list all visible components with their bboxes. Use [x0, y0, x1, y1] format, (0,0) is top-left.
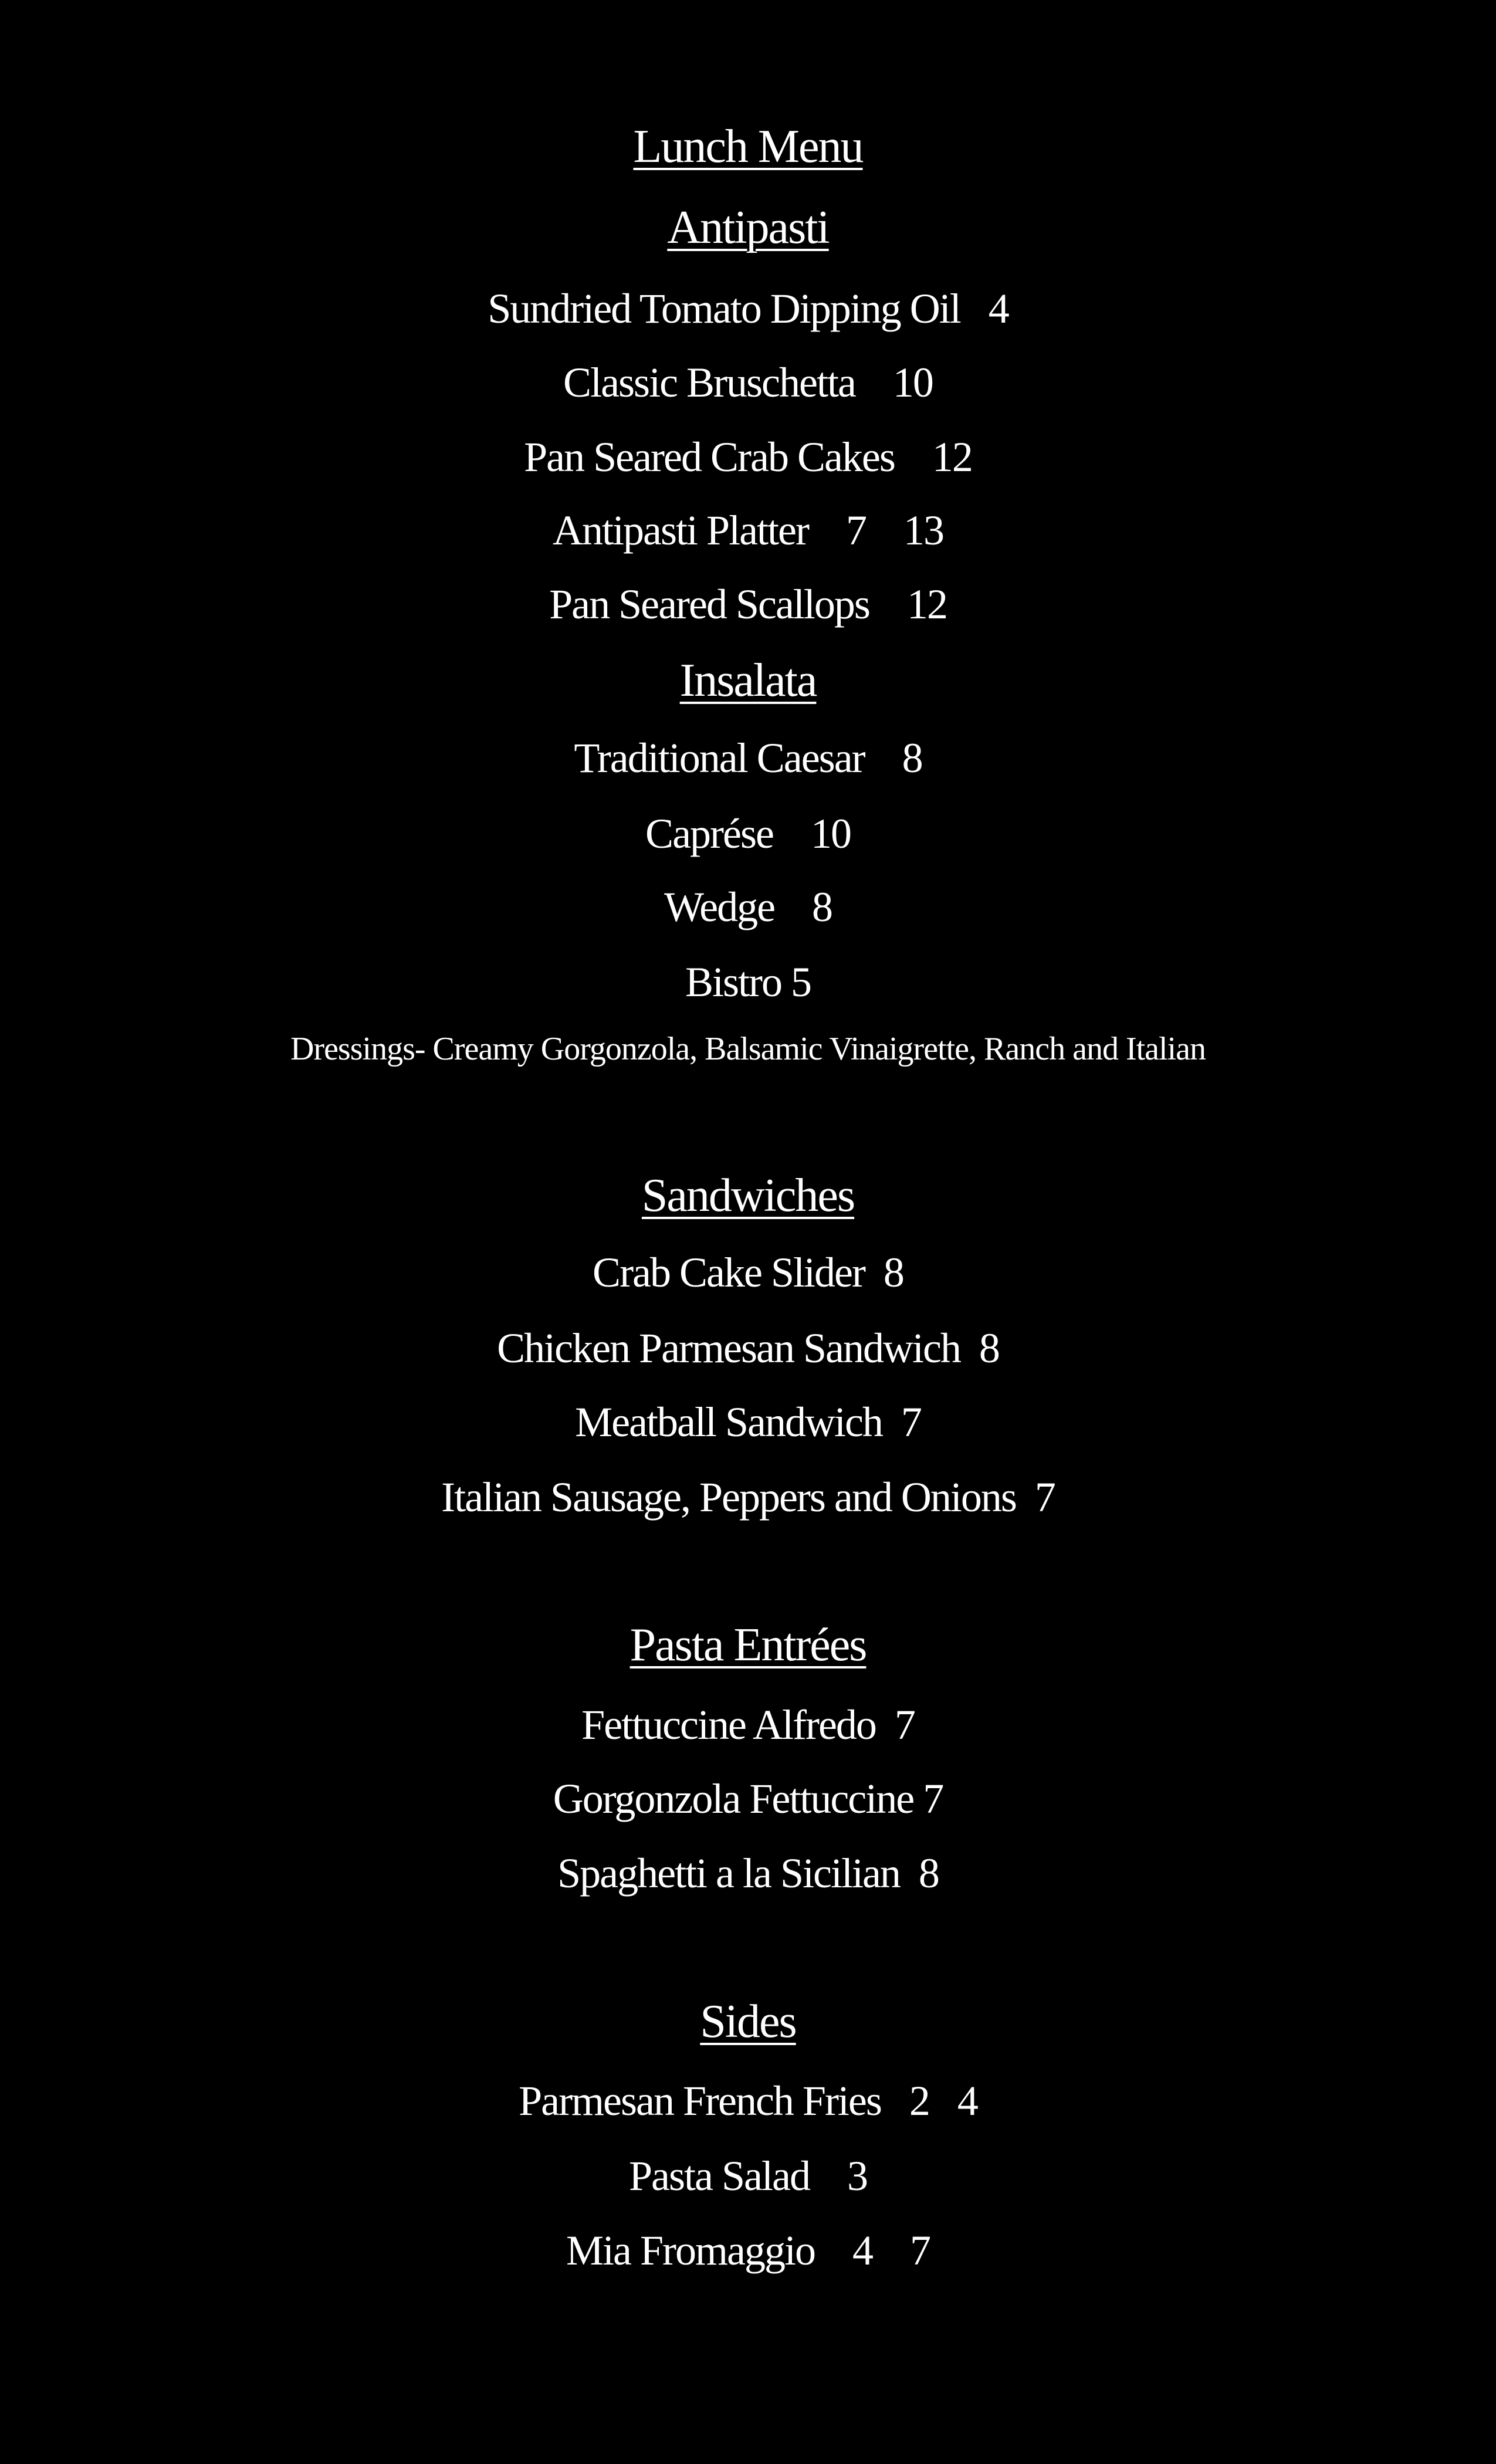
menu-item: Antipasti Platter 7 13 — [553, 507, 943, 554]
menu-item: Meatball Sandwich 7 — [575, 1399, 921, 1446]
section-heading-sides: Sides — [700, 1996, 796, 2047]
menu-item: Fettuccine Alfredo 7 — [581, 1701, 915, 1748]
menu-item: Crab Cake Slider 8 — [593, 1249, 903, 1296]
dressings-note: Dressings- Creamy Gorgonzola, Balsamic Vinaigrette, Ranch and Italian — [290, 1031, 1206, 1067]
menu-item: Classic Bruschetta 10 — [563, 359, 933, 406]
menu-item: Italian Sausage, Peppers and Onions 7 — [441, 1474, 1055, 1521]
section-heading-sandwiches: Sandwiches — [641, 1170, 855, 1221]
menu-item: Mia Fromaggio 4 7 — [566, 2227, 930, 2274]
menu-title: Lunch Menu — [633, 121, 863, 172]
section-heading-pasta: Pasta Entrées — [629, 1619, 867, 1671]
menu-item: Wedge 8 — [664, 884, 832, 930]
menu-item: Pasta Salad 3 — [629, 2152, 867, 2199]
section-heading-antipasti: Antipasti — [667, 202, 829, 253]
menu-item: Pan Seared Scallops 12 — [549, 581, 947, 628]
menu-item: Spaghetti a la Sicilian 8 — [557, 1850, 939, 1897]
menu-item: Bistro 5 — [685, 959, 811, 1006]
menu-item: Parmesan French Fries 2 4 — [519, 2077, 977, 2124]
menu-item: Gorgonzola Fettuccine 7 — [553, 1775, 943, 1822]
menu-item: Chicken Parmesan Sandwich 8 — [497, 1325, 999, 1372]
menu-item: Caprése 10 — [645, 810, 851, 857]
menu-item: Pan Seared Crab Cakes 12 — [524, 434, 972, 480]
menu-item: Sundried Tomato Dipping Oil 4 — [488, 285, 1008, 332]
menu-item: Traditional Caesar 8 — [574, 735, 922, 781]
section-heading-insalata: Insalata — [679, 655, 817, 706]
